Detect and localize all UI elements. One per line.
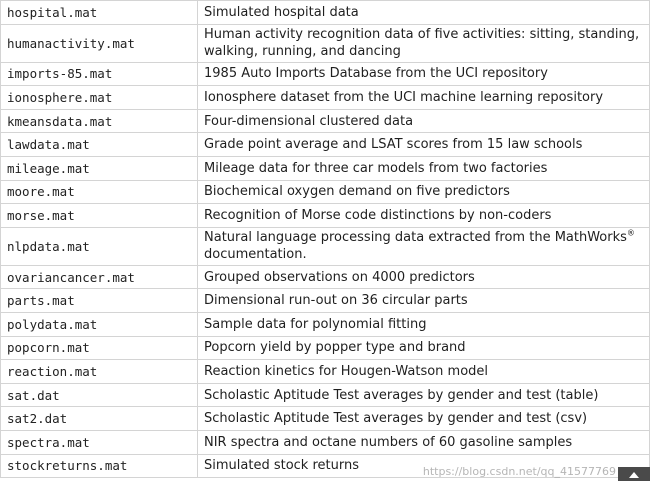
file-name: parts.mat [1,289,198,313]
file-description [198,227,650,265]
file-description: Scholastic Aptitude Test averages by gender and test (csv) [198,407,650,431]
table-row [1,133,650,157]
file-description: NIR spectra and octane numbers of 60 gasoline samples [198,430,650,454]
file-name: morse.mat [1,204,198,228]
file-name: mileage.mat [1,156,198,180]
file-name: spectra.mat [1,430,198,454]
description-text: Natural language processing data extracted from the MathWorks [204,230,627,246]
file-name: humanactivity.mat [1,24,198,62]
file-description: 1985 Auto Imports Database from the UCI repository [198,62,650,86]
file-description: Grade point average and LSAT scores from 15 law schools [198,133,650,157]
file-description: Popcorn yield by popper type and brand [198,336,650,360]
file-description: Dimensional run-out on 36 circular parts [198,289,650,313]
table-row [1,109,650,133]
table-row [1,62,650,86]
file-description: Sample data for polynomial fitting [198,312,650,336]
watermark-url: https://blog.csdn.net/qq_41577769 [422,465,616,478]
file-description: Recognition of Morse code distinctions by non-coders [198,204,650,228]
table-row [1,265,650,289]
file-name: stockreturns.mat [1,454,198,478]
file-description: Four-dimensional clustered data [198,109,650,133]
file-name: moore.mat [1,180,198,204]
table-row [1,1,650,25]
description-tail: documentation. [204,247,307,263]
file-description: Mileage data for three car models from two factories [198,156,650,180]
table-row [1,289,650,313]
file-name: reaction.mat [1,360,198,384]
file-name: lawdata.mat [1,133,198,157]
table-row [1,86,650,110]
scroll-to-top-icon [629,472,639,478]
file-description: Biochemical oxygen demand on five predictors [198,180,650,204]
file-name: sat2.dat [1,407,198,431]
table-row [1,24,650,62]
file-description: Grouped observations on 4000 predictors [198,265,650,289]
file-description: Reaction kinetics for Hougen-Watson model [198,360,650,384]
file-name: popcorn.mat [1,336,198,360]
file-description: Scholastic Aptitude Test averages by gender and test (table) [198,383,650,407]
table-row [1,360,650,384]
file-name: kmeansdata.mat [1,109,198,133]
table-row [1,156,650,180]
scroll-to-top-button[interactable] [618,467,650,481]
file-name: hospital.mat [1,1,198,25]
file-description: Human activity recognition data of five activities: sitting, standing, walking, running, and dancing [198,24,650,62]
table-row [1,227,650,265]
file-name: ovariancancer.mat [1,265,198,289]
registered-mark: ® [626,228,635,238]
table-row [1,336,650,360]
table-row [1,407,650,431]
table-row [1,180,650,204]
file-description: Simulated hospital data [198,1,650,25]
file-description: Ionosphere dataset from the UCI machine learning repository [198,86,650,110]
file-name: nlpdata.mat [1,227,198,265]
file-name: sat.dat [1,383,198,407]
table-row [1,383,650,407]
table-row [1,204,650,228]
table-row [1,430,650,454]
file-description: Simulated stock returns [198,454,650,478]
file-name: polydata.mat [1,312,198,336]
file-name: ionosphere.mat [1,86,198,110]
file-name: imports-85.mat [1,62,198,86]
table-row [1,312,650,336]
